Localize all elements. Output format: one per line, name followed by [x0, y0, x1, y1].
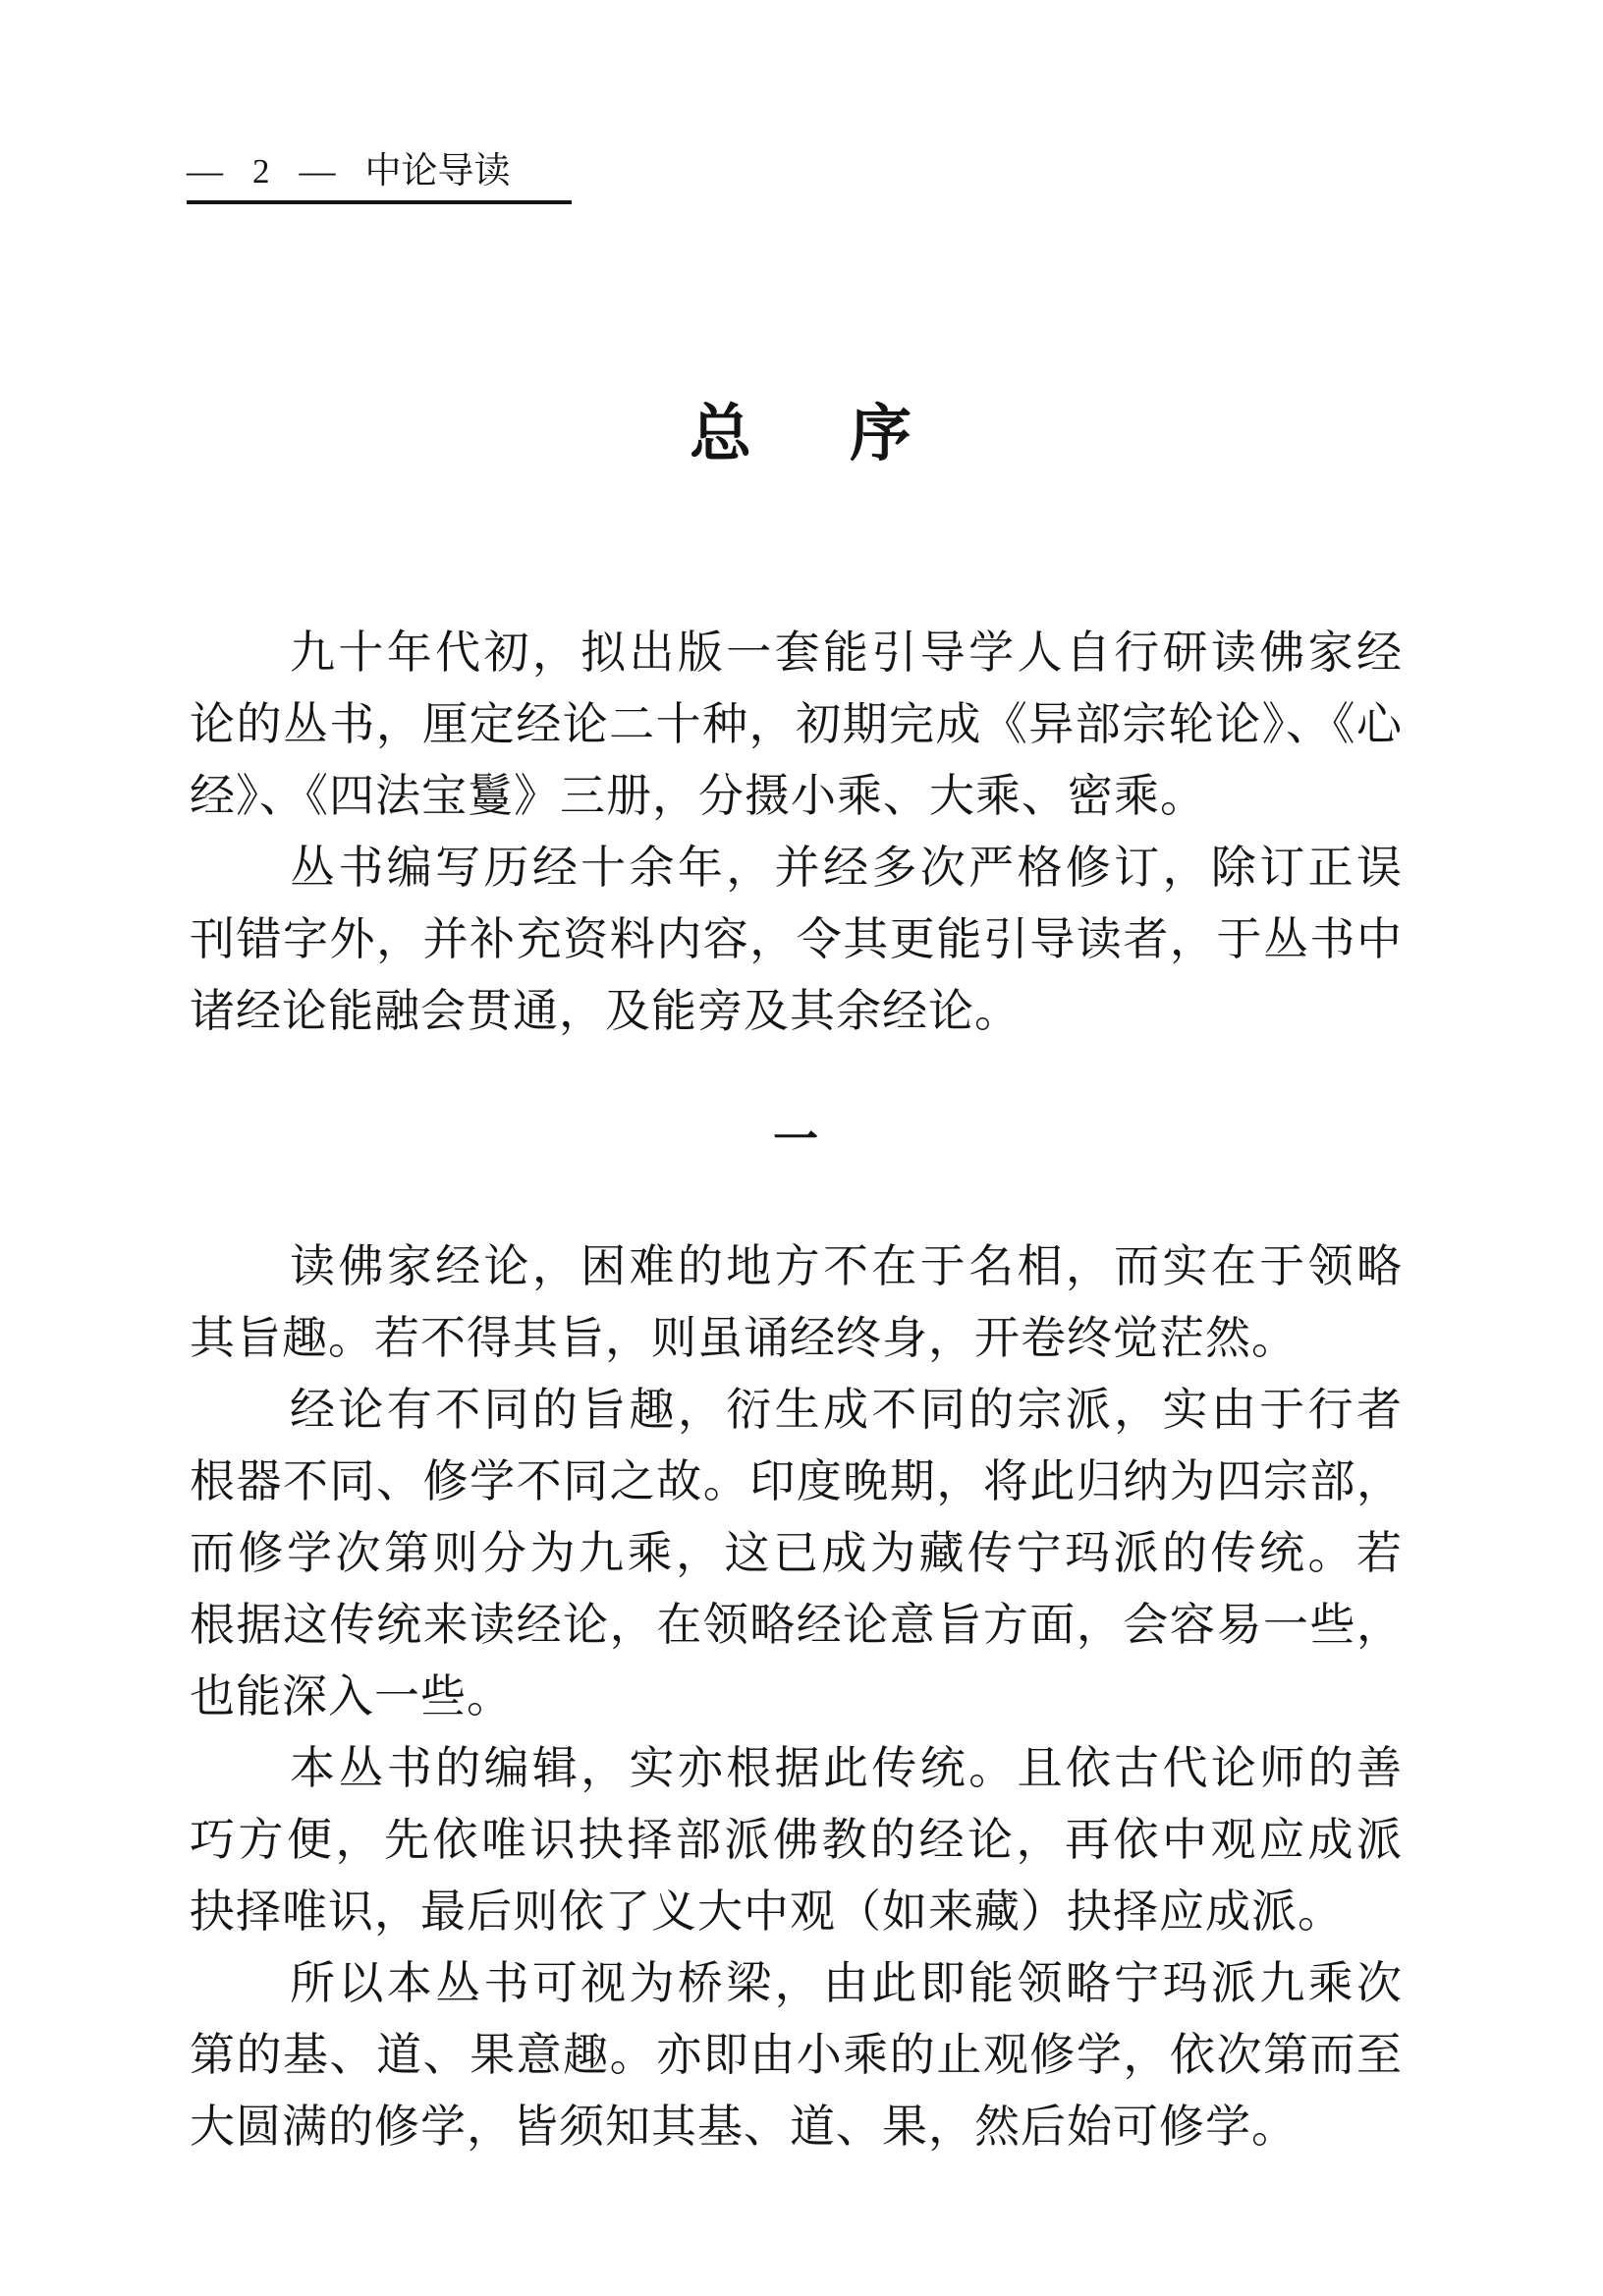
section-divider-numeral: 一: [773, 1115, 818, 1165]
text-line: 本丛书的编辑，实亦根据此传统。且依古代论师的善: [290, 1743, 1402, 1793]
chapter-title: [0, 395, 1603, 473]
chapter-title-char-1: 总: [690, 400, 753, 468]
text-line: 所以本丛书可视为桥梁，由此即能领略宁玛派九乘次: [290, 1958, 1402, 2008]
text-line: 刊错字外，并补充资料内容，令其更能引导读者，于丛书中: [190, 914, 1402, 964]
text-line: 根器不同、修学不同之故。印度晚期，将此归纳为四宗部，: [190, 1456, 1402, 1506]
text-line: 根据这传统来读经论，在领略经论意旨方面，会容易一些，: [190, 1600, 1402, 1650]
running-head: [187, 147, 572, 204]
text-line: 也能深入一些。: [190, 1671, 513, 1722]
text-line: 大圆满的修学，皆须知其基、道、果，然后始可修学。: [190, 2102, 1298, 2152]
body-text: [190, 617, 1402, 2162]
text-line: 诸经论能融会贯通，及能旁及其余经论。: [190, 986, 1021, 1036]
text-line: 而修学次第则分为九乘，这已成为藏传宁玛派的传统。若: [190, 1528, 1402, 1578]
text-line: 经》、《四法宝鬘》三册，分摄小乘、大乘、密乘。: [190, 771, 1206, 821]
running-head-dash-right: —: [299, 151, 336, 191]
running-head-dash-left: —: [187, 151, 223, 191]
text-line: 论的丛书，厘定经论二十种，初期完成《异部宗轮论》、《心: [190, 699, 1402, 749]
text-line: 抉择唯识，最后则依了义大中观（如来藏）抉择应成派。: [190, 1886, 1344, 1937]
text-line: 九十年代初，拟出版一套能引导学人自行研读佛家经: [290, 628, 1402, 678]
page-number: 2: [252, 152, 270, 191]
text-line: 读佛家经论，困难的地方不在于名相，而实在于领略: [290, 1241, 1402, 1291]
text-line: 巧方便，先依唯识抉择部派佛教的经论，再依中观应成派: [190, 1815, 1402, 1865]
text-line: 经论有不同的旨趣，衍生成不同的宗派，实由于行者: [290, 1385, 1402, 1435]
text-line: 丛书编写历经十余年，并经多次严格修订，除订正误: [290, 843, 1402, 893]
chapter-title-char-2: 序: [850, 400, 913, 468]
text-line: 第的基、道、果意趣。亦即由小乘的止观修学，依次第而至: [190, 2030, 1402, 2080]
text-line: 其旨趣。若不得其旨，则虽诵经终身，开卷终觉茫然。: [190, 1313, 1298, 1363]
running-head-book-title: 中论导读: [364, 151, 511, 191]
